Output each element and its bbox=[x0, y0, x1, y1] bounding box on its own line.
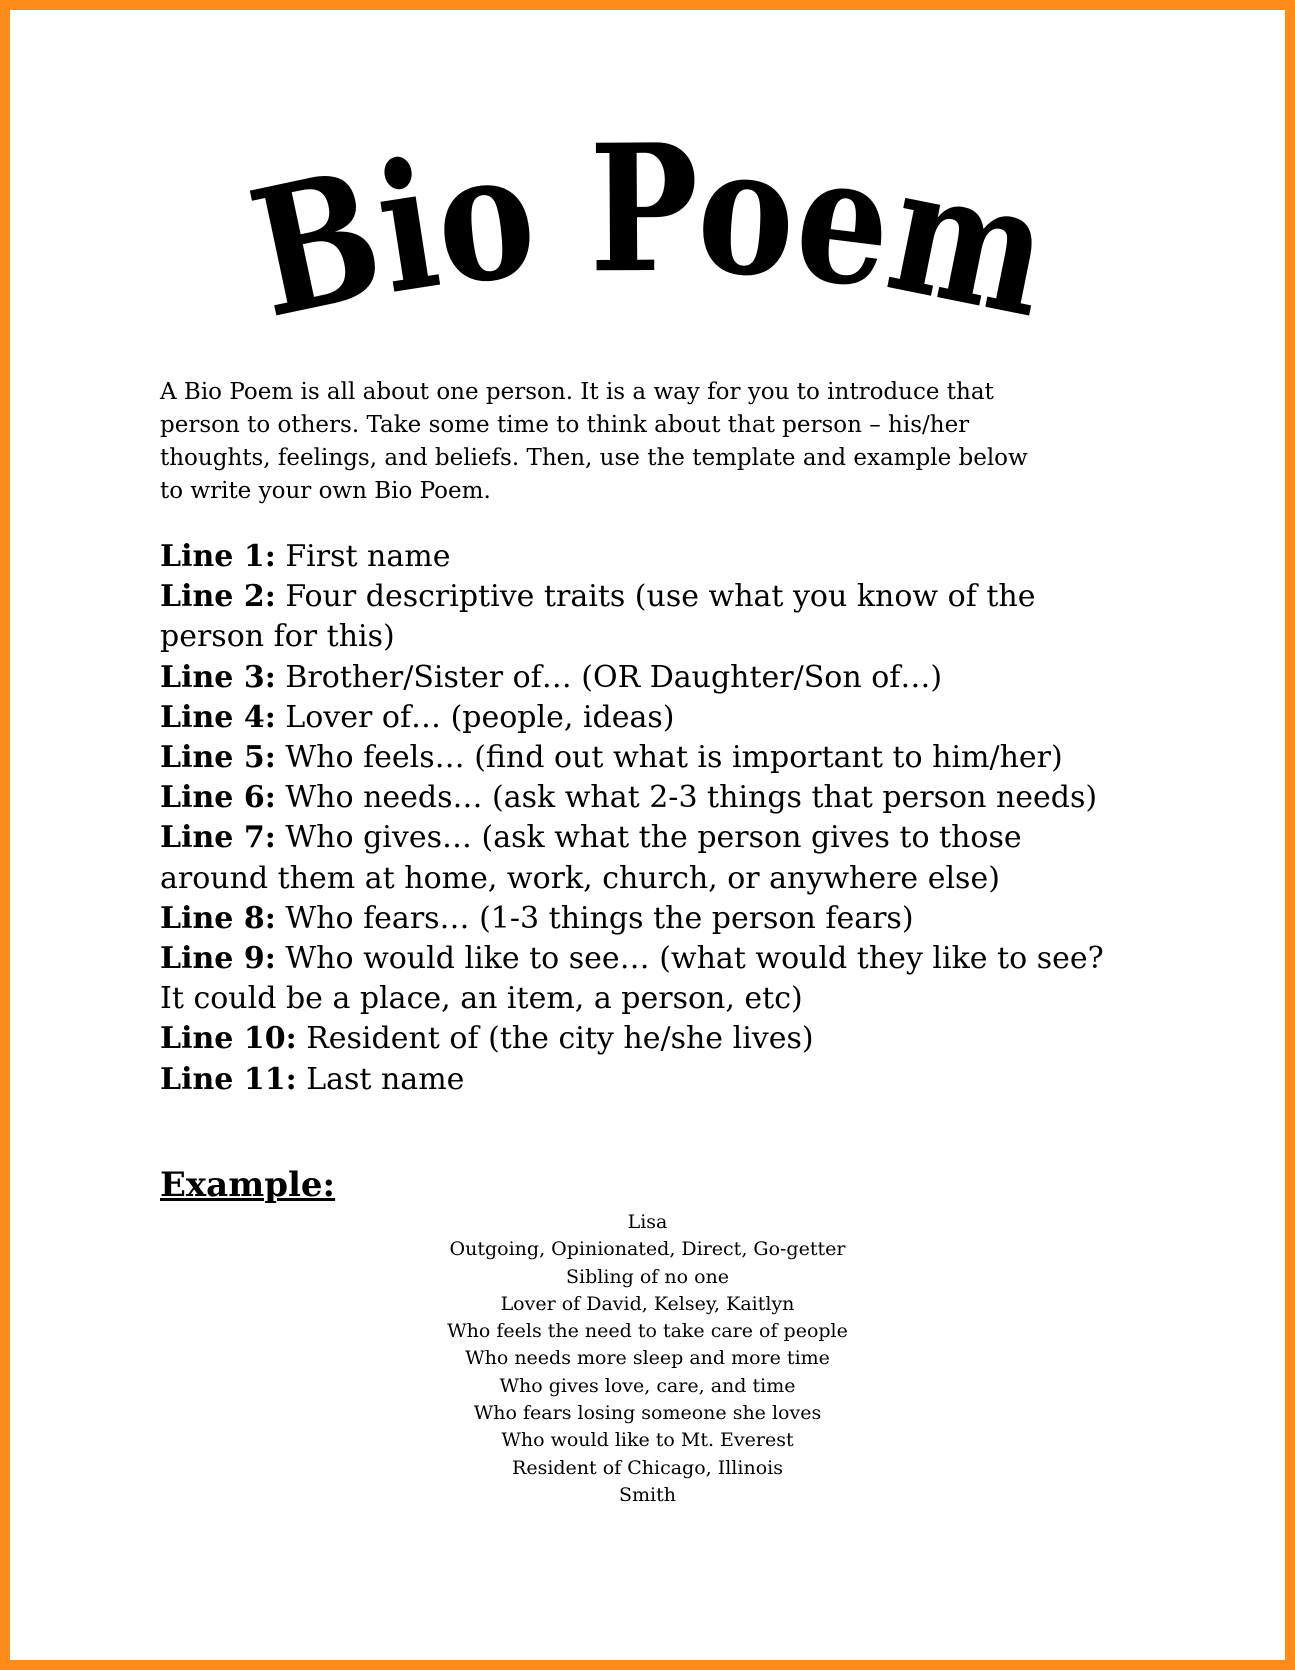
example-poem bbox=[0, 1209, 1295, 1509]
template-line bbox=[160, 778, 1104, 818]
title-text: Bio Poem bbox=[235, 130, 1097, 360]
poem-line: Smith bbox=[619, 1483, 676, 1506]
line-label: Line 2: bbox=[160, 579, 276, 615]
line-description: Lover of… (people, ideas) bbox=[275, 699, 675, 735]
poem-line: Who would like to Mt. Everest bbox=[501, 1429, 794, 1452]
line-label: Line 10: bbox=[160, 1021, 297, 1057]
line-description: Who gives… (ask what the person gives to those bbox=[275, 820, 1022, 856]
template-line bbox=[160, 738, 1104, 778]
example-heading: Example: bbox=[160, 1165, 336, 1205]
intro-line: thoughts, feelings, and beliefs. Then, use the template and example below bbox=[160, 445, 1028, 471]
line-description: Who fears… (1-3 things the person fears) bbox=[275, 900, 914, 936]
line-description: Four descriptive traits (use what you know of the bbox=[275, 579, 1036, 615]
template-line bbox=[160, 1060, 1104, 1100]
poem-line: Outgoing, Opinionated, Direct, Go-getter bbox=[449, 1238, 846, 1261]
intro-line: A Bio Poem is all about one person. It is a way for you to introduce that bbox=[160, 379, 994, 405]
page-title bbox=[0, 130, 1295, 360]
template-line bbox=[160, 939, 1104, 979]
line-label: Line 3: bbox=[160, 659, 276, 695]
svg-text:Bio Poem bbox=[235, 130, 1097, 360]
line-description-continued: person for this) bbox=[160, 619, 395, 655]
template-line bbox=[160, 698, 1104, 738]
template-list bbox=[160, 537, 1104, 1100]
template-line bbox=[160, 1019, 1104, 1059]
line-label: Line 6: bbox=[160, 780, 276, 816]
line-label: Line 4: bbox=[160, 699, 276, 735]
template-line bbox=[160, 658, 1104, 698]
poem-line: Resident of Chicago, Illinois bbox=[512, 1456, 783, 1479]
line-label: Line 5: bbox=[160, 740, 276, 776]
poem-line: Lover of David, Kelsey, Kaitlyn bbox=[500, 1292, 795, 1315]
line-description: Last name bbox=[296, 1061, 465, 1097]
template-line bbox=[160, 537, 1104, 577]
line-label: Line 9: bbox=[160, 941, 276, 977]
intro-line: person to others. Take some time to think about that person – his/her bbox=[160, 412, 970, 438]
poem-line: Who feels the need to take care of people bbox=[447, 1320, 848, 1343]
line-description: First name bbox=[275, 539, 451, 574]
line-label: Line 7: bbox=[160, 820, 276, 856]
line-label: Line 11: bbox=[160, 1061, 297, 1097]
line-label: Line 8: bbox=[160, 900, 276, 936]
intro-line: to write your own Bio Poem. bbox=[160, 478, 491, 504]
poem-line: Who fears losing someone she loves bbox=[473, 1402, 822, 1425]
line-label: Line 1: bbox=[160, 539, 276, 574]
poem-line: Lisa bbox=[627, 1211, 668, 1233]
line-description-continued: It could be a place, an item, a person, etc) bbox=[160, 981, 803, 1017]
template-line bbox=[160, 899, 1104, 939]
line-description: Who needs… (ask what 2-3 things that person needs) bbox=[275, 780, 1098, 816]
template-line bbox=[160, 577, 1104, 617]
line-description: Who would like to see… (what would they like to see? bbox=[275, 941, 1104, 977]
line-description-continued: around them at home, work, church, or anywhere else) bbox=[160, 860, 1000, 896]
line-description: Resident of (the city he/she lives) bbox=[296, 1021, 814, 1057]
line-description: Who feels… (find out what is important to him/her) bbox=[275, 740, 1063, 776]
poem-line: Sibling of no one bbox=[566, 1265, 729, 1288]
line-description: Brother/Sister of… (OR Daughter/Son of…) bbox=[275, 659, 943, 695]
template-line bbox=[160, 818, 1104, 858]
intro-paragraph bbox=[160, 376, 1028, 508]
poem-line: Who gives love, care, and time bbox=[499, 1374, 796, 1397]
poem-line: Who needs more sleep and more time bbox=[465, 1347, 830, 1370]
